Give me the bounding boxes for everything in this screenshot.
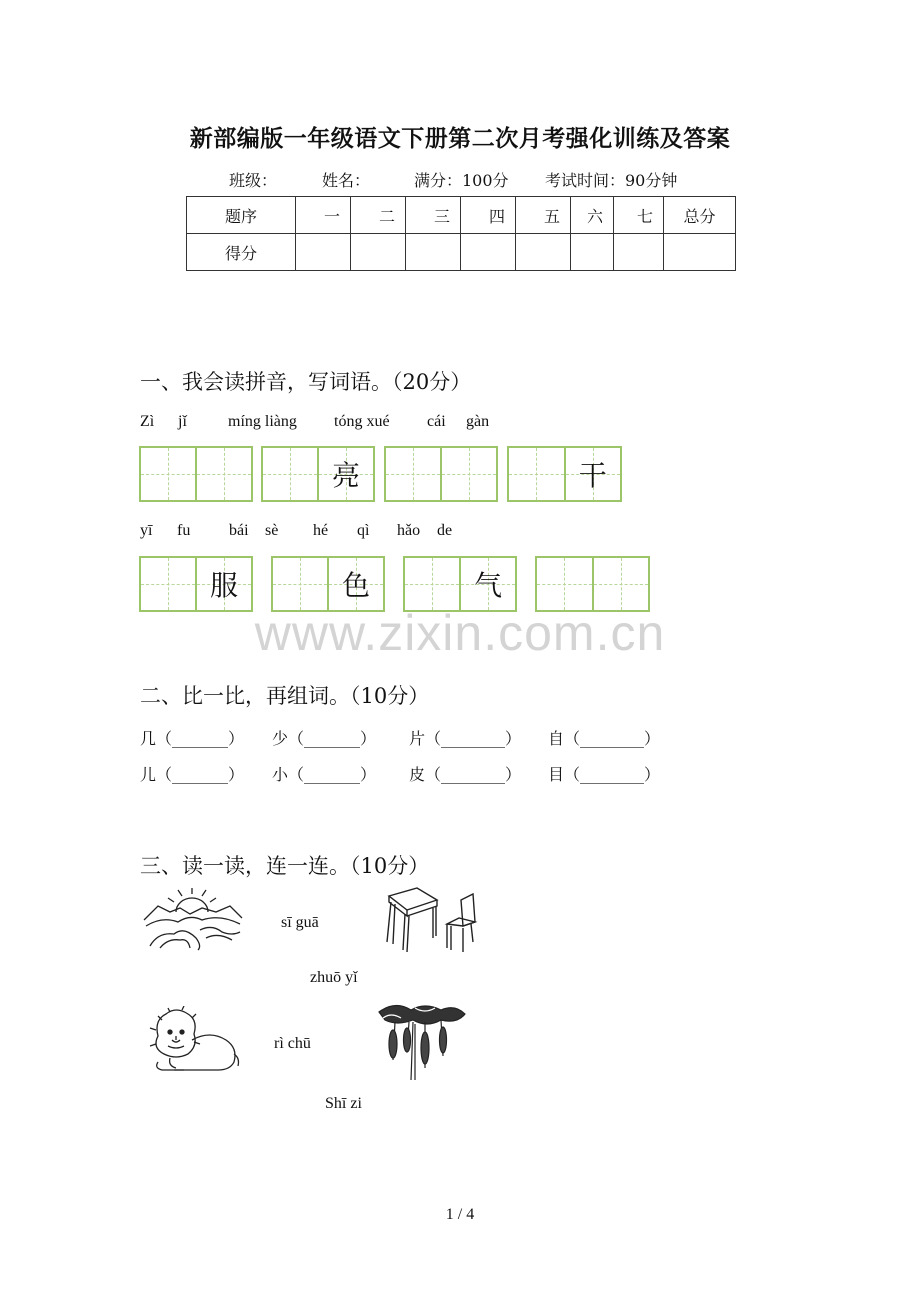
- pinyin-label: tóng xué: [334, 413, 390, 430]
- class-label: 班级：: [229, 171, 278, 190]
- pinyin-label: zhuō yǐ: [310, 969, 358, 986]
- pinyin-label: sī guā: [281, 914, 319, 931]
- writing-cell[interactable]: [592, 558, 649, 610]
- writing-cell[interactable]: [141, 448, 195, 500]
- writing-cell[interactable]: [263, 448, 317, 500]
- pinyin-label: fu: [177, 522, 191, 539]
- pinyin-label: Zì: [140, 413, 155, 430]
- pinyin-label: míng liàng: [228, 413, 297, 430]
- name-label: 姓名：: [322, 171, 371, 190]
- writing-cell[interactable]: [317, 448, 373, 500]
- given-char: 气: [473, 569, 502, 602]
- watermark: www.zixin.com.cn: [254, 605, 666, 661]
- writing-cell[interactable]: [273, 558, 327, 610]
- writing-cell[interactable]: [386, 448, 440, 500]
- compare-item[interactable]: 儿（_______）: [140, 765, 245, 784]
- pinyin-label: gàn: [466, 413, 490, 430]
- writing-grid-ziji[interactable]: [139, 446, 253, 502]
- score-header-cell: 二: [351, 197, 406, 234]
- writing-cell[interactable]: [459, 558, 515, 610]
- writing-cell[interactable]: [195, 558, 251, 610]
- q1-heading: 一、我会读拼音，写词语。（20分）: [140, 370, 472, 394]
- full-score: 满分：100分: [414, 171, 509, 190]
- page-number: 1 / 4: [445, 1206, 475, 1223]
- writing-cell[interactable]: [405, 558, 459, 610]
- q3-heading: 三、读一读，连一连。（10分）: [140, 854, 430, 878]
- score-header-cell: 六: [571, 197, 614, 234]
- compare-item[interactable]: 小（_______）: [272, 765, 377, 784]
- compare-item[interactable]: 几（_______）: [140, 729, 245, 748]
- pinyin-label: Shī zi: [325, 1095, 362, 1112]
- given-char: 亮: [331, 459, 360, 492]
- score-header-cell: 总分: [664, 197, 736, 234]
- exam-time: 考试时间：90分钟: [545, 171, 678, 190]
- pinyin-label: yī: [140, 522, 153, 539]
- score-header-cell: 题序: [187, 197, 296, 234]
- pinyin-label: jǐ: [178, 413, 187, 430]
- writing-cell[interactable]: [537, 558, 592, 610]
- lion-image: [144, 1006, 242, 1078]
- compare-item[interactable]: 自（________）: [548, 729, 661, 748]
- pinyin-label: hé: [313, 522, 329, 539]
- given-char: 服: [209, 569, 238, 602]
- writing-cell[interactable]: [564, 448, 621, 500]
- writing-cell[interactable]: [509, 448, 564, 500]
- writing-grid-tongxue[interactable]: [384, 446, 498, 502]
- score-cell[interactable]: [516, 234, 571, 271]
- page-title: 新部编版一年级语文下册第二次月考强化训练及答案: [189, 125, 731, 152]
- score-header-cell: 七: [614, 197, 664, 234]
- compare-item[interactable]: 目（________）: [548, 765, 661, 784]
- pinyin-label: cái: [427, 413, 446, 430]
- sunrise-mountains-image: [140, 886, 244, 952]
- given-char: 干: [578, 459, 607, 492]
- score-cell[interactable]: [571, 234, 614, 271]
- given-char: 色: [341, 569, 370, 602]
- score-table-header-row: [187, 197, 736, 234]
- score-table: [186, 196, 736, 271]
- writing-grid-mingliang[interactable]: [261, 446, 375, 502]
- compare-item[interactable]: 皮（________）: [409, 765, 522, 784]
- compare-item[interactable]: 片（________）: [409, 729, 522, 748]
- score-header-cell: 三: [406, 197, 461, 234]
- score-cell[interactable]: [351, 234, 406, 271]
- pinyin-label: sè: [265, 522, 279, 539]
- writing-grid-caigan[interactable]: [507, 446, 622, 502]
- writing-cell[interactable]: [195, 448, 251, 500]
- pinyin-label: hǎo: [397, 522, 421, 539]
- score-header-cell: 一: [296, 197, 351, 234]
- score-table-score-row: [187, 234, 736, 271]
- score-cell[interactable]: [614, 234, 664, 271]
- pinyin-label: rì chū: [274, 1035, 311, 1052]
- score-header-cell: 五: [516, 197, 571, 234]
- compare-item[interactable]: 少（_______）: [272, 729, 377, 748]
- score-row-label: 得分: [187, 234, 296, 271]
- score-cell[interactable]: [664, 234, 736, 271]
- score-cell[interactable]: [461, 234, 516, 271]
- score-cell[interactable]: [406, 234, 461, 271]
- pinyin-label: qì: [357, 522, 370, 539]
- score-cell[interactable]: [296, 234, 351, 271]
- pinyin-label: de: [437, 522, 453, 539]
- writing-cell[interactable]: [440, 448, 496, 500]
- luffa-vine-image: [375, 1000, 467, 1082]
- table-chair-image: [381, 886, 479, 956]
- writing-cell[interactable]: [141, 558, 195, 610]
- q2-heading: 二、比一比，再组词。（10分）: [140, 684, 430, 708]
- writing-cell[interactable]: [327, 558, 383, 610]
- score-header-cell: 四: [461, 197, 516, 234]
- pinyin-label: bái: [229, 522, 249, 539]
